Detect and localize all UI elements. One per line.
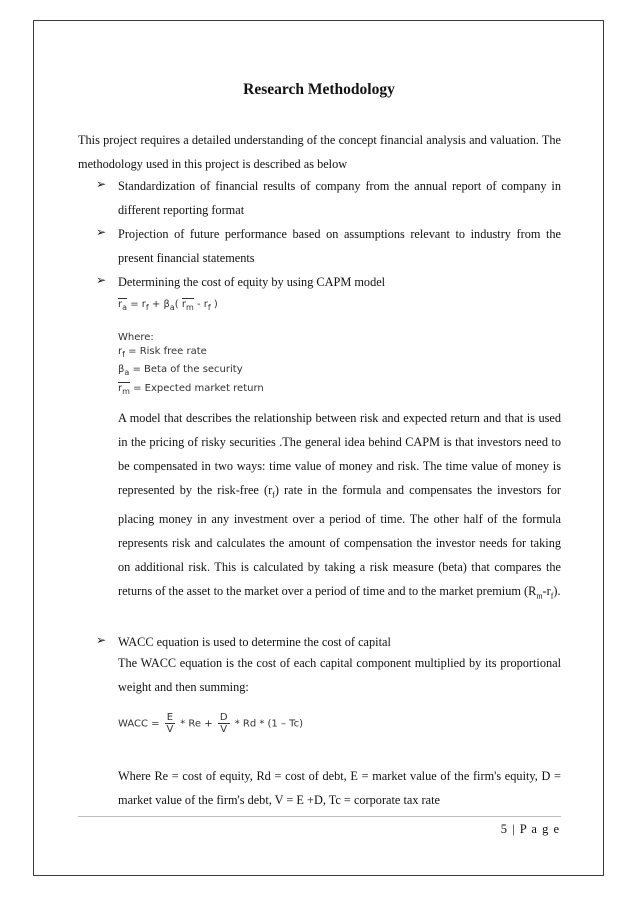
bullet-1: Standardization of financial results of company from the annual report of company in different reporting format [118, 179, 561, 217]
intro-paragraph: This project requires a detailed understanding of the concept financial analysis and valuation. The methodology used in this project is described as below [78, 133, 561, 171]
capm-def-rf: $r_f$ = Risk free rate [118, 346, 207, 359]
capm-beta: $\beta_a$ [163, 299, 175, 312]
wacc-paragraph: The WACC equation is the cost of each capital component multiplied by its proportional weight and then summing: [118, 656, 561, 694]
wacc-formula [118, 712, 303, 735]
page-title: Research Methodology [243, 81, 395, 98]
footer-divider [78, 816, 561, 817]
capm-lhs: $r_a$ [118, 299, 128, 312]
capm-def-beta: $\beta_a$ = Beta of the security [118, 364, 243, 377]
capm-where: Where: [118, 332, 154, 343]
bullet-arrow-icon: ➢ [96, 633, 107, 647]
bullet-arrow-icon: ➢ [96, 225, 107, 239]
bullet-2: Projection of future performance based on assumptions relevant to industry from the present financial statements [118, 227, 561, 265]
wacc-fraction-ev: $\frac{E}{V}$ [166, 712, 174, 735]
capm-explanation: A model that describes the relationship between risk and expected return and that is used in the pricing of risky securities .The general idea behind CAPM is that investors need to be compensated in two ways: time value of money and risk. The time value of money is represented by the risk-free $(r_f)$ rate in the formula and compensates the investors for placing money in any investment over a period of time. The other half of the formula represents risk and calculates the amount of compensation the investor needs for taking on additional risk. This is calculated by taking a risk measure (beta) that compares the returns of the asset to the market over a period of time and to the market premium $(R_m-r_f)$. [118, 411, 561, 601]
wacc-where: Where Re = cost of equity, Rd = cost of debt, E = market value of the firm's equity, D = market value of the firm's debt, V = E +D, Tc = corporate tax rate [118, 769, 561, 807]
capm-equals: = [130, 299, 139, 310]
wacc-lhs: WACC = [118, 718, 160, 730]
capm-formula: $r_a = r_f + \beta_a$( $r_m - r_f$ ) [118, 299, 218, 312]
capm-rf-2: $r_f$ [203, 299, 211, 312]
bullet-3: Determining the cost of equity by using CAPM model [118, 275, 386, 289]
page-number: 5 | P a g e [500, 822, 560, 836]
capm-rm: $r_m$ [181, 299, 194, 312]
bullet-4: WACC equation is used to determine the cost of capital [118, 635, 391, 649]
bullet-arrow-icon: ➢ [96, 273, 107, 287]
capm-def-rm: $r_m$ = Expected market return [118, 383, 264, 396]
wacc-rd-term: * Rd * (1 – Tc) [234, 718, 303, 730]
wacc-fraction-dv: $\frac{D}{V}$ [219, 712, 228, 735]
wacc-re-term: * Re + [180, 718, 213, 730]
bullet-arrow-icon: ➢ [96, 177, 107, 191]
capm-rf: $r_f$ [141, 299, 149, 312]
